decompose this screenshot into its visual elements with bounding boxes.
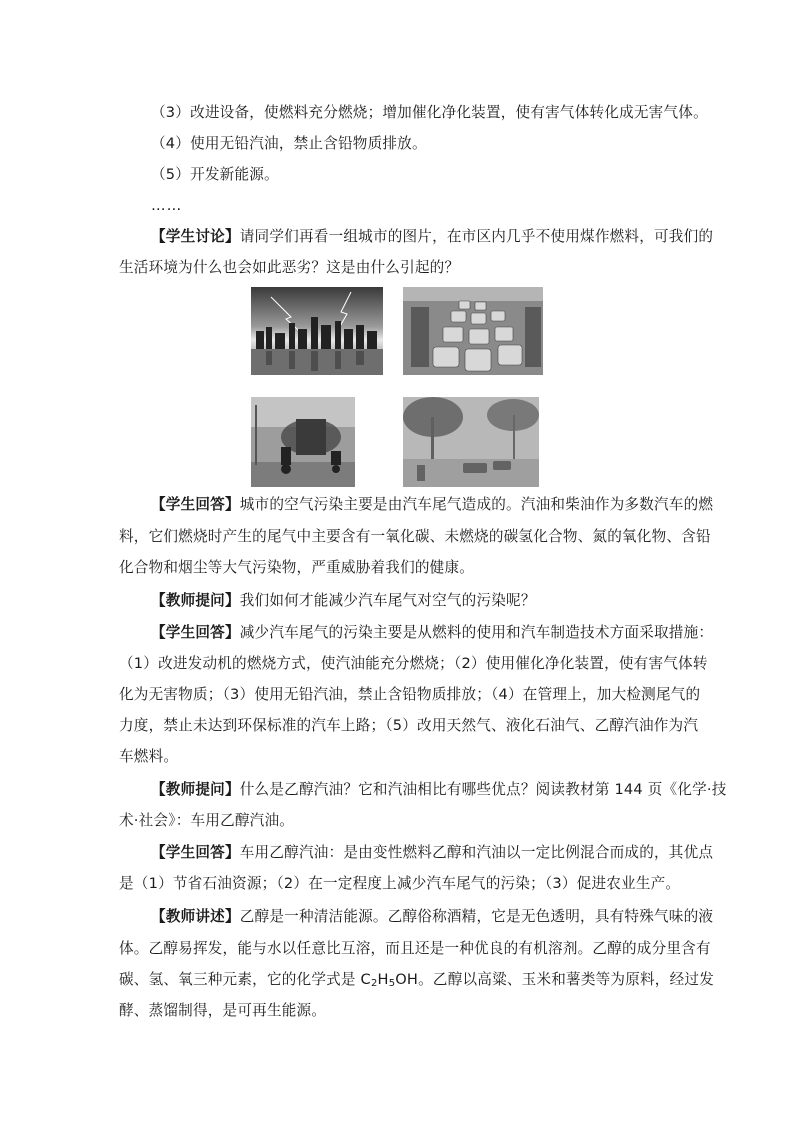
question1-line-1	[151, 591, 711, 611]
discussion-line-1	[151, 227, 714, 247]
lecture-line-4: 酵、蒸馏制得，是可再生能源。	[119, 1002, 327, 1019]
question1-text-1: 我们如何才能减少汽车尾气对空气的污染呢？	[239, 592, 536, 609]
item-4: （4）使用无铅汽油，禁止含铅物质排放。	[151, 135, 427, 152]
answer1-line-3: 化合物和烟尘等大气污染物，严重威胁着我们的健康。	[119, 559, 475, 576]
formula-sub-2: 2	[370, 978, 378, 989]
answer2-tag: 【学生回答】	[151, 624, 240, 641]
answer2-line-1	[151, 623, 714, 643]
question1-tag: 【教师提问】	[151, 592, 240, 609]
discussion-tag: 【学生讨论】	[151, 228, 240, 245]
truck-exhaust-photo	[251, 397, 355, 487]
discussion-text-1: 请同学们再看一组城市的图片，在市区内几乎不使用煤作燃料，可我们的	[239, 228, 714, 245]
answer2-line-5: 车燃料。	[119, 748, 179, 765]
answer2-line-4: 力度，禁止未达到环保标准的汽车上路；（5）改用天然气、液化石油气、乙醇汽油作为汽	[119, 717, 699, 734]
question2-line-2: 术·社会》：车用乙醇汽油。	[119, 812, 295, 829]
answer2-line-2: （1）改进发动机的燃烧方式，使汽油能充分燃烧；（2）使用催化净化装置，使有害气体转	[119, 655, 708, 672]
lecture-tag: 【教师讲述】	[151, 908, 240, 925]
traffic-jam-photo	[403, 287, 543, 375]
lecture-line-2: 体。乙醇易挥发，能与水以任意比互溶，而且还是一种优良的有机溶剂。乙醇的成分里含有	[119, 940, 711, 957]
lecture-line-1	[151, 907, 714, 927]
lecture-text-3a: 碳、氢、氧三种元素，它的化学式是 C	[119, 971, 371, 988]
answer3-line-2: 是（1）节省石油资源；（2）在一定程度上减少汽车尾气的污染；（3）促进农业生产。	[119, 875, 681, 892]
formula-h: H	[377, 971, 389, 988]
answer2-text-1: 减少汽车尾气的污染主要是从燃料的使用和汽车制造技术方面采取措施：	[239, 624, 714, 641]
ellipsis: ……	[151, 197, 183, 214]
item-5: （5）开发新能源。	[151, 166, 279, 183]
answer1-tag: 【学生回答】	[151, 496, 240, 513]
lecture-line-3	[119, 970, 714, 994]
lecture-text-3b: OH。乙醇以高粱、玉米和薯类等为原料，经过发	[395, 971, 714, 988]
city-skyline-photo	[251, 287, 383, 375]
smog-street-photo	[403, 397, 539, 487]
item-3: （3）改进设备，使燃料充分燃烧；增加催化净化装置，使有害气体转化成无害气体。	[151, 104, 708, 121]
answer3-text-1: 车用乙醇汽油：是由变性燃料乙醇和汽油以一定比例混合而成的，其优点	[239, 844, 714, 861]
question2-text-1: 什么是乙醇汽油？它和汽油相比有哪些优点？阅读教材第 144 页《化学·技	[239, 781, 727, 798]
answer1-line-1	[151, 495, 714, 515]
question2-tag: 【教师提问】	[151, 781, 240, 798]
discussion-line-2: 生活环境为什么也会如此恶劣？这是由什么引起的？	[119, 259, 460, 276]
answer1-text-1: 城市的空气污染主要是由汽车尾气造成的。汽油和柴油作为多数汽车的燃	[239, 496, 714, 513]
question2-line-1	[151, 780, 727, 800]
answer2-line-3: 化为无害物质；（3）使用无铅汽油，禁止含铅物质排放；（4）在管理上，加大检测尾气的	[119, 686, 701, 703]
answer1-line-2: 料，它们燃烧时产生的尾气中主要含有一氧化碳、未燃烧的碳氢化合物、氮的氧化物、含铅	[119, 528, 711, 545]
answer3-tag: 【学生回答】	[151, 844, 240, 861]
answer3-line-1	[151, 843, 714, 863]
formula-sub-5: 5	[388, 978, 396, 989]
lecture-text-1: 乙醇是一种清洁能源。乙醇俗称酒精，它是无色透明，具有特殊气味的液	[239, 908, 714, 925]
